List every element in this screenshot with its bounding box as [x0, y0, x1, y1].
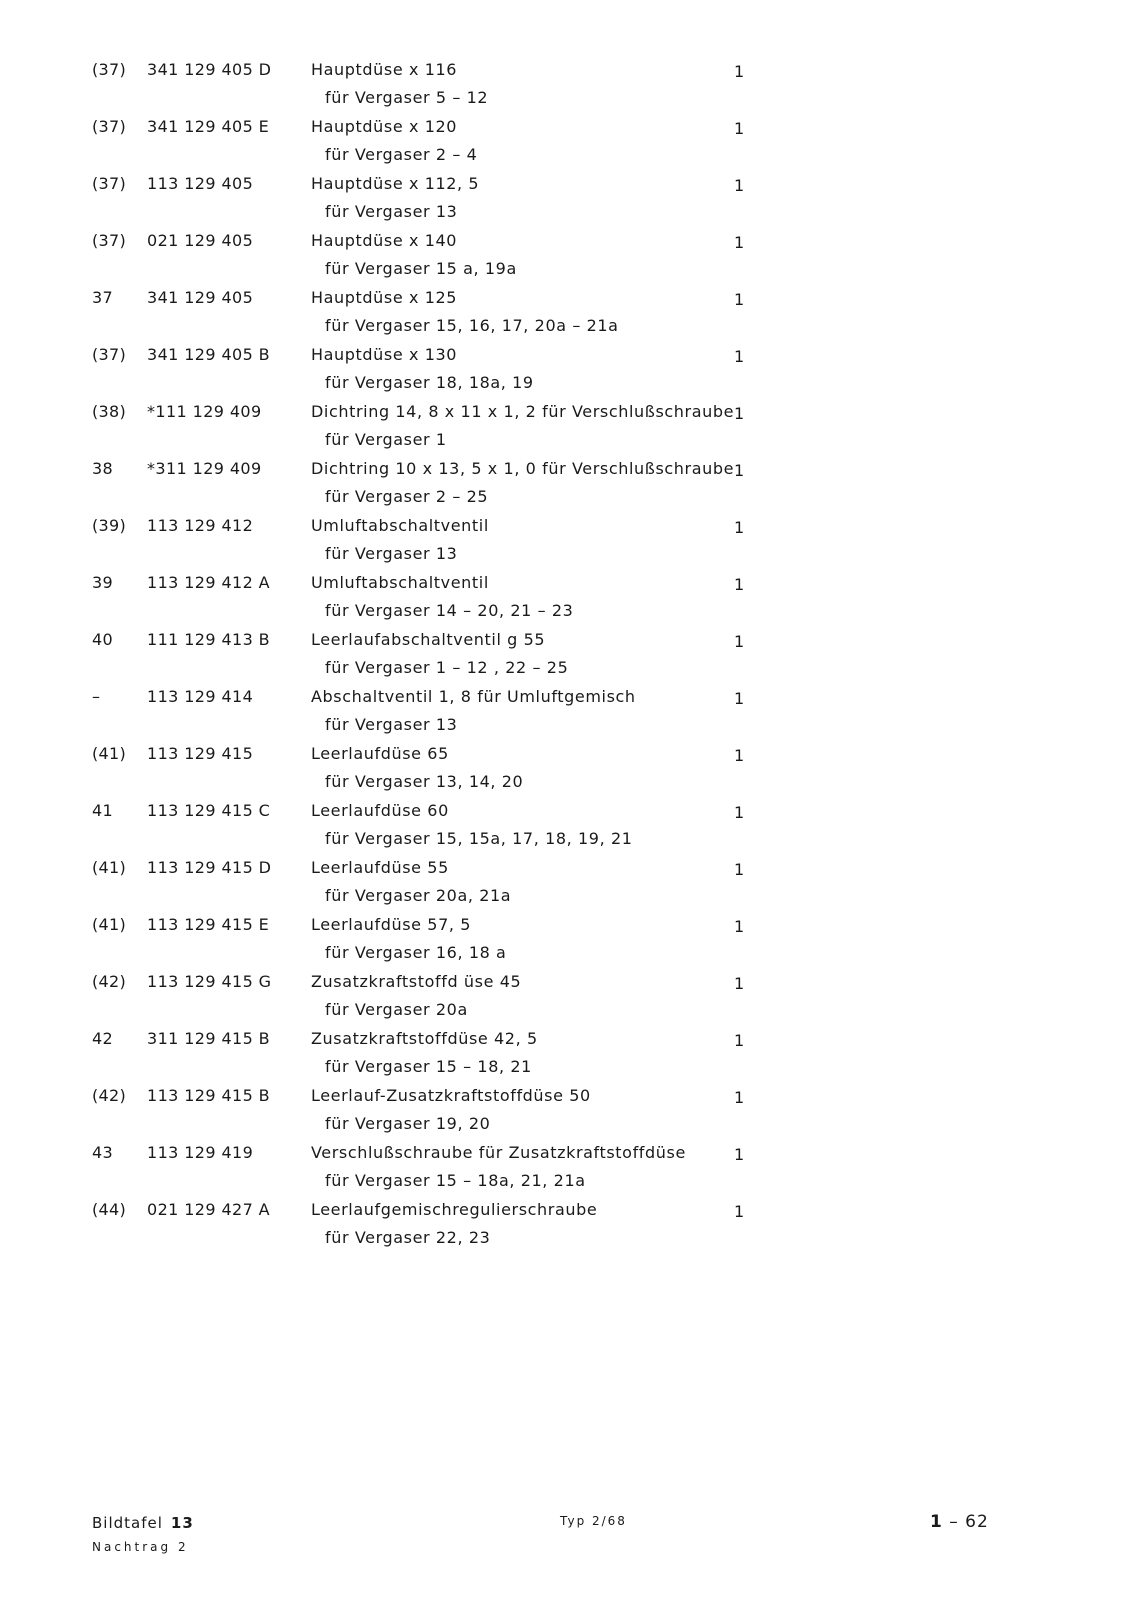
position-number: (37)	[92, 60, 127, 79]
position-number: (37)	[92, 345, 127, 364]
position-number: 42	[92, 1029, 113, 1048]
part-quantity: 1	[734, 689, 745, 708]
position-number: 40	[92, 630, 113, 649]
part-description: Leerlaufgemischregulierschraube	[311, 1200, 598, 1219]
parts-row	[0, 343, 1133, 400]
part-description: Verschlußschraube für Zusatzkraftstoffdüse	[311, 1143, 686, 1162]
part-quantity: 1	[734, 1202, 745, 1221]
parts-row	[0, 514, 1133, 571]
position-number: 43	[92, 1143, 113, 1162]
part-description: Leerlaufabschaltventil g 55	[311, 630, 546, 649]
part-quantity: 1	[734, 632, 745, 651]
part-application-note: für Vergaser 1	[325, 430, 447, 449]
part-description: Leerlauf-Zusatzkraftstoffdüse 50	[311, 1086, 591, 1105]
parts-row	[0, 913, 1133, 970]
position-number: 38	[92, 459, 113, 478]
position-number: (38)	[92, 402, 127, 421]
part-application-note: für Vergaser 13	[325, 202, 458, 221]
part-quantity: 1	[734, 974, 745, 993]
parts-row	[0, 1141, 1133, 1198]
part-application-note: für Vergaser 15 – 18a, 21, 21a	[325, 1171, 586, 1190]
part-description: Leerlaufdüse 57, 5	[311, 915, 471, 934]
part-quantity: 1	[734, 233, 745, 252]
parts-row	[0, 856, 1133, 913]
part-description: Zusatzkraftstoffdüse 42, 5	[311, 1029, 538, 1048]
part-description: Dichtring 14, 8 x 11 x 1, 2 für Verschlußschraube	[311, 402, 735, 421]
part-number: 113 129 415 C	[147, 801, 271, 820]
position-number: (42)	[92, 972, 127, 991]
part-quantity: 1	[734, 347, 745, 366]
part-number: 021 129 405	[147, 231, 254, 250]
parts-row	[0, 685, 1133, 742]
part-application-note: für Vergaser 15 – 18, 21	[325, 1057, 532, 1076]
part-application-note: für Vergaser 19, 20	[325, 1114, 491, 1133]
part-number: 113 129 415 D	[147, 858, 272, 877]
position-number: –	[92, 687, 101, 706]
part-application-note: für Vergaser 13	[325, 544, 458, 563]
position-number: (37)	[92, 117, 127, 136]
part-application-note: für Vergaser 22, 23	[325, 1228, 491, 1247]
position-number: (42)	[92, 1086, 127, 1105]
part-number: 311 129 415 B	[147, 1029, 271, 1048]
parts-row	[0, 742, 1133, 799]
part-description: Leerlaufdüse 65	[311, 744, 449, 763]
part-quantity: 1	[734, 119, 745, 138]
supplement-label: Nachtrag 2	[92, 1540, 189, 1554]
part-quantity: 1	[734, 518, 745, 537]
parts-row	[0, 1084, 1133, 1141]
part-description: Hauptdüse x 120	[311, 117, 458, 136]
parts-row	[0, 457, 1133, 514]
part-number: 341 129 405 D	[147, 60, 272, 79]
parts-row	[0, 970, 1133, 1027]
parts-list	[0, 58, 1133, 1255]
part-quantity: 1	[734, 1145, 745, 1164]
position-number: (37)	[92, 174, 127, 193]
parts-row	[0, 571, 1133, 628]
part-application-note: für Vergaser 15 a, 19a	[325, 259, 517, 278]
part-description: Hauptdüse x 116	[311, 60, 458, 79]
parts-row	[0, 628, 1133, 685]
position-number: (41)	[92, 915, 127, 934]
part-number: 113 129 415	[147, 744, 254, 763]
part-description: Hauptdüse x 130	[311, 345, 458, 364]
part-number: 113 129 414	[147, 687, 254, 706]
part-application-note: für Vergaser 2 – 4	[325, 145, 478, 164]
part-number: 021 129 427 A	[147, 1200, 271, 1219]
part-application-note: für Vergaser 15, 15a, 17, 18, 19, 21	[325, 829, 633, 848]
parts-row	[0, 286, 1133, 343]
part-quantity: 1	[734, 860, 745, 879]
page-number	[930, 1512, 989, 1532]
footer-plate-info	[92, 1512, 194, 1558]
part-quantity: 1	[734, 746, 745, 765]
part-quantity: 1	[734, 803, 745, 822]
part-quantity: 1	[734, 62, 745, 81]
footer-type: Typ 2/68	[560, 1514, 627, 1528]
part-application-note: für Vergaser 13, 14, 20	[325, 772, 524, 791]
part-quantity: 1	[734, 575, 745, 594]
part-application-note: für Vergaser 14 – 20, 21 – 23	[325, 601, 574, 620]
part-quantity: 1	[734, 176, 745, 195]
position-number: 37	[92, 288, 113, 307]
part-description: Hauptdüse x 112, 5	[311, 174, 480, 193]
position-number: 41	[92, 801, 113, 820]
position-number: (39)	[92, 516, 127, 535]
parts-row	[0, 1198, 1133, 1255]
part-description: Zusatzkraftstoffd üse 45	[311, 972, 522, 991]
part-application-note: für Vergaser 1 – 12 , 22 – 25	[325, 658, 569, 677]
part-number: 113 129 412 A	[147, 573, 271, 592]
part-number: 113 129 419	[147, 1143, 254, 1162]
part-application-note: für Vergaser 20a, 21a	[325, 886, 512, 905]
part-number: *111 129 409	[147, 402, 262, 421]
parts-row	[0, 799, 1133, 856]
part-application-note: für Vergaser 13	[325, 715, 458, 734]
part-number: 113 129 412	[147, 516, 254, 535]
part-number: *311 129 409	[147, 459, 262, 478]
page-group: 1	[930, 1512, 943, 1532]
part-description: Umluftabschaltventil	[311, 516, 489, 535]
position-number: (41)	[92, 858, 127, 877]
position-number: (41)	[92, 744, 127, 763]
bildtafel-number: 13	[170, 1514, 194, 1532]
parts-row	[0, 58, 1133, 115]
position-number: 39	[92, 573, 113, 592]
bildtafel-label: Bildtafel	[92, 1514, 163, 1532]
part-application-note: für Vergaser 5 – 12	[325, 88, 489, 107]
part-description: Dichtring 10 x 13, 5 x 1, 0 für Verschlußschraube	[311, 459, 735, 478]
parts-row	[0, 172, 1133, 229]
part-application-note: für Vergaser 2 – 25	[325, 487, 489, 506]
part-number: 113 129 415 B	[147, 1086, 271, 1105]
part-number: 341 129 405 E	[147, 117, 270, 136]
part-application-note: für Vergaser 16, 18 a	[325, 943, 507, 962]
part-number: 113 129 405	[147, 174, 254, 193]
parts-row	[0, 229, 1133, 286]
part-quantity: 1	[734, 404, 745, 423]
part-number: 341 129 405 B	[147, 345, 271, 364]
part-number: 341 129 405	[147, 288, 254, 307]
parts-row	[0, 1027, 1133, 1084]
position-number: (37)	[92, 231, 127, 250]
part-quantity: 1	[734, 290, 745, 309]
part-description: Leerlaufdüse 60	[311, 801, 449, 820]
part-description: Leerlaufdüse 55	[311, 858, 449, 877]
part-number: 113 129 415 G	[147, 972, 272, 991]
parts-row	[0, 400, 1133, 457]
position-number: (44)	[92, 1200, 127, 1219]
part-application-note: für Vergaser 15, 16, 17, 20a – 21a	[325, 316, 619, 335]
part-quantity: 1	[734, 1088, 745, 1107]
part-application-note: für Vergaser 20a	[325, 1000, 468, 1019]
part-quantity: 1	[734, 1031, 745, 1050]
part-description: Hauptdüse x 140	[311, 231, 458, 250]
page-index: – 62	[949, 1512, 989, 1532]
part-number: 113 129 415 E	[147, 915, 270, 934]
part-quantity: 1	[734, 461, 745, 480]
part-description: Abschaltventil 1, 8 für Umluftgemisch	[311, 687, 636, 706]
part-number: 111 129 413 B	[147, 630, 271, 649]
part-application-note: für Vergaser 18, 18a, 19	[325, 373, 534, 392]
part-description: Hauptdüse x 125	[311, 288, 458, 307]
part-description: Umluftabschaltventil	[311, 573, 489, 592]
part-quantity: 1	[734, 917, 745, 936]
parts-row	[0, 115, 1133, 172]
